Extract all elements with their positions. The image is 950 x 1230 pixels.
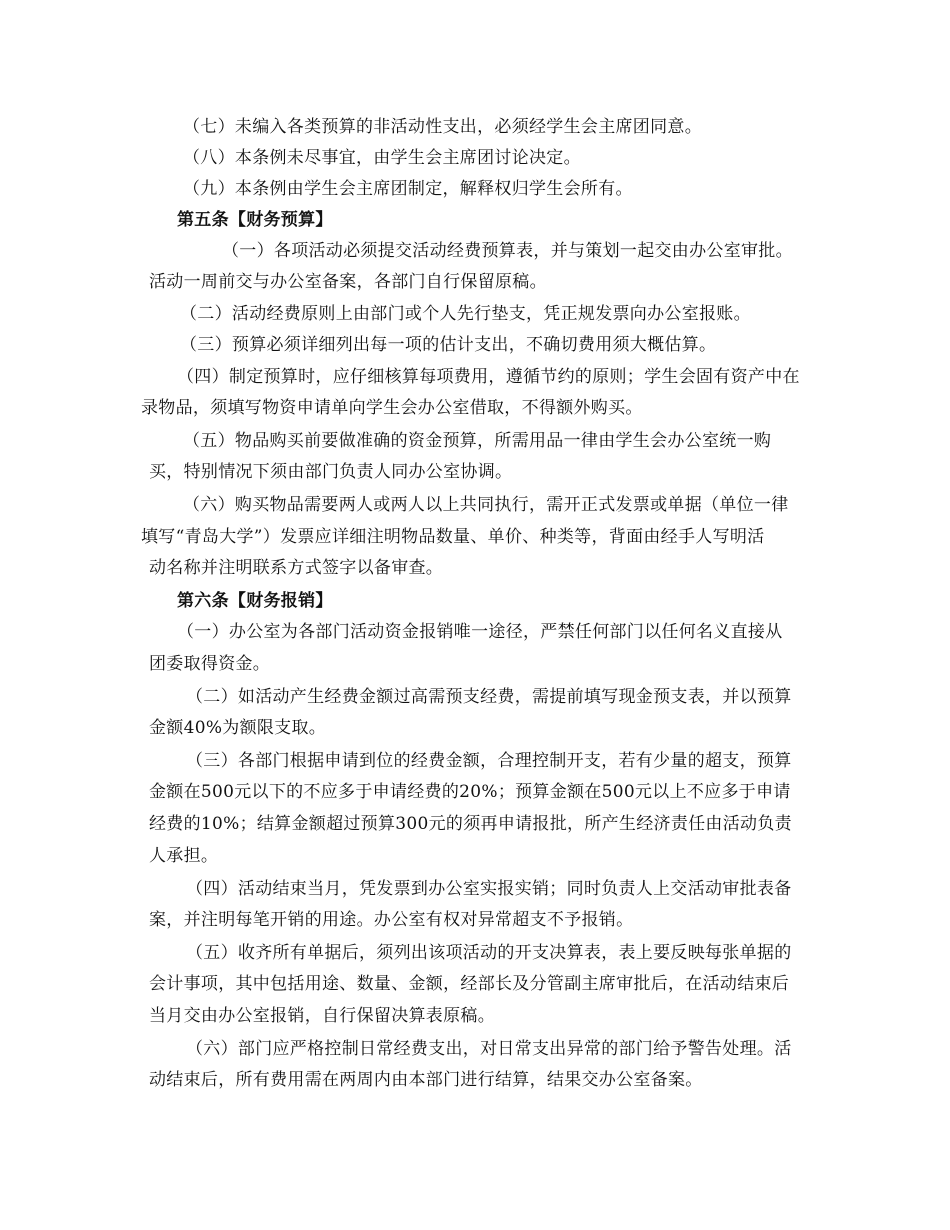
clause-5-item-1-line-1: （一）各项活动必须提交活动经费预算表，并与策划一起交由办公室审批。 xyxy=(222,241,793,261)
clause-6-item-1-line-1: （一）办公室为各部门活动资金报销唯一途径，严禁任何部门以任何名义直接从 xyxy=(177,622,783,642)
clause-6-item-5-line-3: 当月交由办公室报销，自行保留决算表原稿。 xyxy=(149,1006,495,1026)
clause-6-item-3-line-4: 人承担。 xyxy=(149,846,219,866)
clause-4-item-8: （八）本条例未尽事宜，由学生会主席团讨论决定。 xyxy=(183,148,581,168)
clause-5-item-3: （三）预算必须详细列出每一项的估计支出，不确切费用须大概估算。 xyxy=(180,335,717,355)
clause-6-item-3-line-3: 经费的10%；结算金额超过预算300元的须再申请报批，所产生经济责任由活动负责 xyxy=(149,814,792,834)
clause-6-item-4-line-1: （四）活动结束当月，凭发票到办公室实报实销；同时负责人上交活动审批表备 xyxy=(186,879,792,899)
clause-5-item-4-line-1: （四）制定预算时，应仔细核算每项费用，遵循节约的原则；学生会固有资产中在 xyxy=(177,367,800,387)
clause-4-item-7: （七）未编入各类预算的非活动性支出，必须经学生会主席团同意。 xyxy=(183,117,702,137)
clause-6-item-2-line-2: 金额40%为额限支取。 xyxy=(149,718,327,738)
clause-5-item-6-line-1: （六）购买物品需要两人或两人以上共同执行，需开正式发票或单据（单位一律 xyxy=(183,495,789,515)
clause-6-item-6-line-1: （六）部门应严格控制日常经费支出，对日常支出异常的部门给予警告处理。活 xyxy=(186,1039,792,1059)
clause-4-item-9: （九）本条例由学生会主席团制定，解释权归学生会所有。 xyxy=(183,179,633,199)
clause-6-item-5-line-1: （五）收齐所有单据后，须列出该项活动的开支决算表，表上要反映每张单据的 xyxy=(186,943,792,963)
clause-5-item-6-line-3: 动名称并注明联系方式签字以备审查。 xyxy=(149,558,444,578)
clause-5-item-6-line-2: 填写“青岛大学”）发票应详细注明物品数量、单价、种类等，背面由经手人写明活 xyxy=(141,527,765,547)
clause-6-item-3-line-2: 金额在500元以下的不应多于申请经费的20%；预算金额在500元以上不应多于申请 xyxy=(149,782,791,802)
section-heading-article-6: 第六条【财务报销】 xyxy=(177,591,333,611)
clause-6-item-2-line-1: （二）如活动产生经费金额过高需预支经费，需提前填写现金预支表，并以预算 xyxy=(186,687,792,707)
clause-6-item-3-line-1: （三）各部门根据申请到位的经费金额，合理控制开支，若有少量的超支，预算 xyxy=(186,751,792,771)
clause-5-item-5-line-1: （五）物品购买前要做准确的资金预算，所需用品一律由学生会办公室统一购 xyxy=(183,431,772,451)
clause-6-item-1-line-2: 团委取得资金。 xyxy=(149,654,271,674)
section-heading-article-5: 第五条【财务预算】 xyxy=(177,210,333,230)
clause-6-item-4-line-2: 案，并注明每笔开销的用途。办公室有权对异常超支不予报销。 xyxy=(149,910,634,930)
clause-6-item-6-line-2: 动结束后，所有费用需在两周内由本部门进行结算，结果交办公室备案。 xyxy=(149,1070,703,1090)
clause-5-item-1-line-2: 活动一周前交与办公室备案，各部门自行保留原稿。 xyxy=(149,272,547,292)
clause-5-item-5-line-2: 买，特别情况下须由部门负责人同办公室协调。 xyxy=(149,462,513,482)
clause-5-item-4-line-2: 录物品，须填写物资申请单向学生会办公室借取，不得额外购买。 xyxy=(141,398,643,418)
clause-6-item-5-line-2: 会计事项，其中包括用途、数量、金额，经部长及分管副主席审批后，在活动结束后 xyxy=(149,974,790,994)
clause-5-item-2: （二）活动经费原则上由部门或个人先行垫支，凭正规发票向办公室报账。 xyxy=(180,304,751,324)
